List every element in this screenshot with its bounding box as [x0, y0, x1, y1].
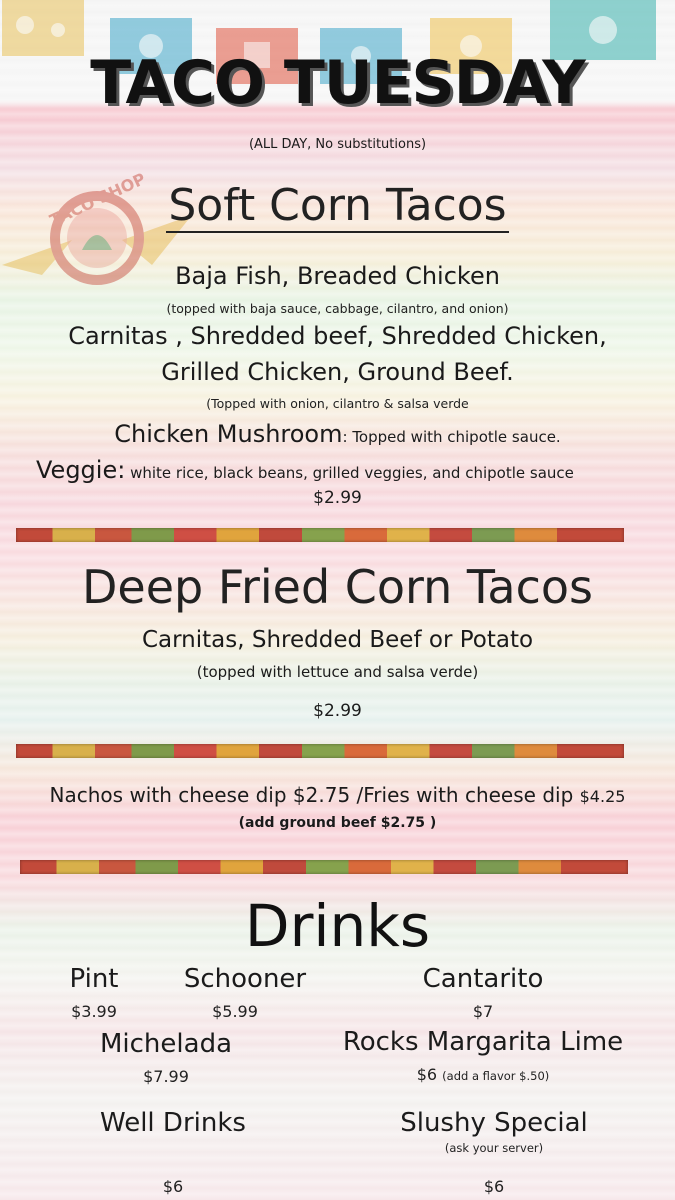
drink-well-drinks-price: $6: [162, 1177, 184, 1196]
drink-michelada-price: $7.99: [143, 1067, 189, 1086]
chicken-mushroom-name: Chicken Mushroom: [114, 420, 343, 448]
deep-fried-line: Carnitas, Shredded Beef or Potato: [141, 627, 534, 653]
soft-corn-heading-text: Soft Corn Tacos: [168, 180, 507, 231]
fries-price: $4.25: [579, 787, 626, 806]
drink-schooner-price: $5.99: [212, 1002, 258, 1021]
veggie-name: Veggie:: [36, 456, 126, 484]
drink-slushy-special-price: $6: [483, 1177, 505, 1196]
drink-schooner: Schooner: [183, 964, 307, 994]
soft-corn-line3-note: (Topped with onion, cilantro & salsa verde: [206, 396, 469, 411]
drink-slushy-special-note: (ask your server): [444, 1141, 544, 1155]
chicken-mushroom-desc: : Topped with chipotle sauce.: [342, 428, 561, 446]
drink-michelada: Michelada: [99, 1029, 233, 1059]
drinks-heading: Drinks: [244, 892, 431, 960]
soft-corn-heading: [0, 180, 675, 231]
serape-divider: [16, 528, 624, 542]
serape-divider: [16, 744, 624, 758]
veggie-line: [36, 456, 656, 484]
deep-fried-heading: Deep Fried Corn Tacos: [82, 560, 593, 614]
chicken-mushroom-line: [0, 420, 675, 448]
drink-slushy-special: Slushy Special: [400, 1108, 588, 1138]
drink-rocks-margarita-note: (add a flavor $.50): [442, 1069, 550, 1083]
drink-well-drinks: Well Drinks: [100, 1108, 246, 1138]
drink-pint-price: $3.99: [71, 1002, 117, 1021]
drink-rocks-margarita-price: $6: [416, 1065, 438, 1084]
deep-fried-price: $2.99: [313, 701, 362, 721]
serape-divider: [20, 860, 628, 874]
page-title: TACO TUESDAY: [90, 48, 585, 118]
veggie-desc: white rice, black beans, grilled veggies, and chipotle sauce: [125, 464, 574, 482]
deep-fried-note: (topped with lettuce and salsa verde): [196, 663, 479, 681]
soft-corn-line3: Grilled Chicken, Ground Beef.: [161, 358, 514, 386]
nachos-fries-text: Nachos with cheese dip $2.75 /Fries with cheese dip: [49, 783, 580, 807]
add-ground-beef-note: (add ground beef $2.75 ): [238, 815, 437, 831]
drink-cantarito: Cantarito: [422, 964, 544, 994]
soft-corn-line2: Carnitas , Shredded beef, Shredded Chicken,: [68, 322, 607, 350]
subtitle: (ALL DAY, No substitutions): [248, 137, 427, 152]
drink-pint: Pint: [69, 964, 119, 994]
drink-cantarito-price: $7: [472, 1002, 494, 1021]
drink-rocks-margarita-price-row: [338, 1065, 628, 1084]
drink-rocks-margarita: Rocks Margarita Lime: [342, 1027, 624, 1057]
logo-text: TACO SHOP: [46, 169, 149, 230]
nachos-fries-line: [0, 783, 675, 807]
soft-corn-line1: Baja Fish, Breaded Chicken: [175, 262, 500, 290]
soft-corn-line1-note: (topped with baja sauce, cabbage, cilantro, and onion): [166, 301, 509, 316]
soft-corn-price: $2.99: [313, 488, 362, 508]
